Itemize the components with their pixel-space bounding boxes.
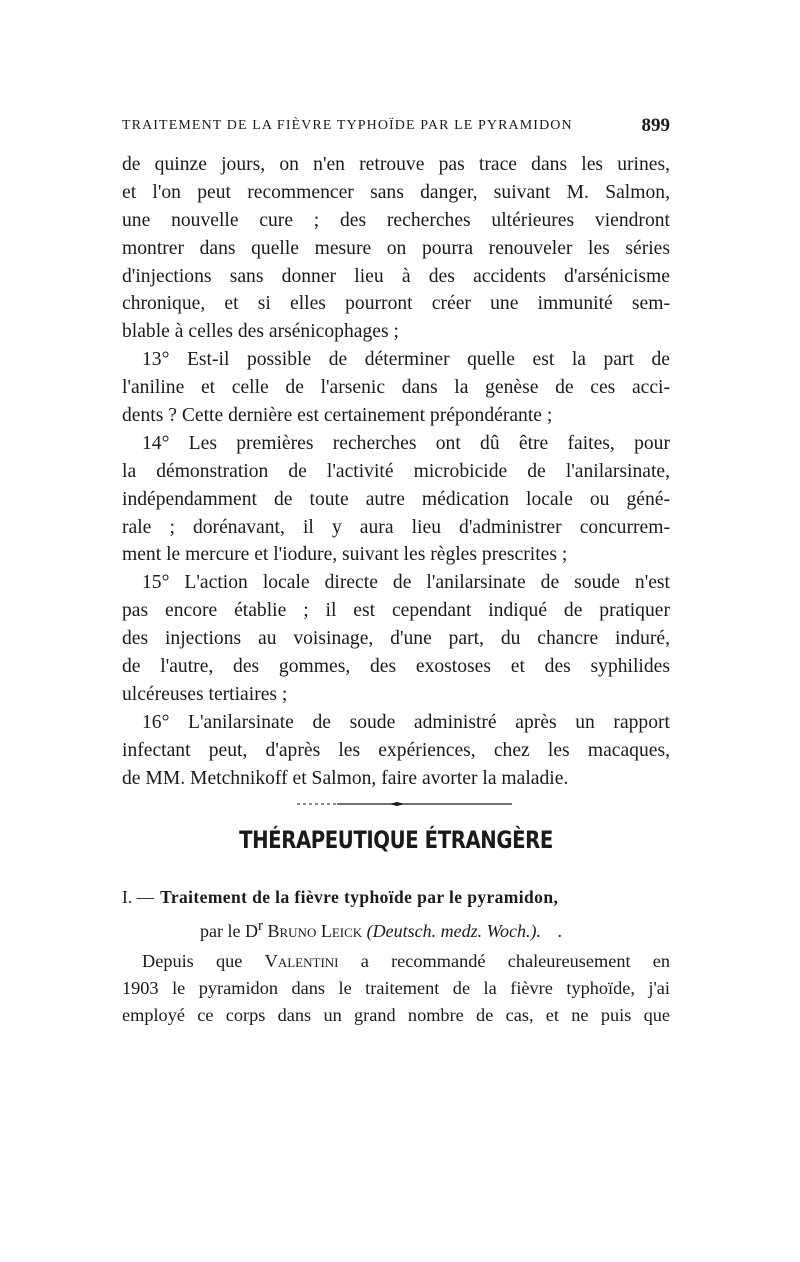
text-line: indépendamment de toute autre médication locale ou géné- <box>122 488 670 510</box>
main-text <box>122 151 670 792</box>
section-title: THÉRAPEUTIQUE ÉTRANGÈRE <box>239 826 553 854</box>
text-line: une nouvelle cure ; des recherches ultérieures viendront <box>122 209 670 231</box>
text-line: d'injections sans donner lieu à des accidents d'arsénicisme <box>122 265 670 287</box>
text-line: rale ; dorénavant, il y aura lieu d'administrer concurrem- <box>122 516 670 538</box>
text-line: ment le mercure et l'iodure, suivant les règles prescrites ; <box>122 544 568 566</box>
article-number: I. — <box>122 887 155 907</box>
byline-trailing-mark: . <box>557 921 562 941</box>
text-line: des injections au voisinage, d'une part, du chancre induré, <box>122 628 670 650</box>
divider-rule <box>297 801 512 807</box>
article-byline <box>200 918 562 942</box>
text-line: employé ce corps dans un grand nombre de cas, et ne puis que <box>122 1005 670 1025</box>
author-name: Bruno Leick <box>267 921 363 941</box>
text-line: chronique, et si elles pourront créer une immunité sem- <box>122 293 670 315</box>
text-line: ulcéreuses tertiaires ; <box>122 683 288 705</box>
running-header <box>122 115 670 136</box>
text-line: de MM. Metchnikoff et Salmon, faire avorter la maladie. <box>122 767 569 789</box>
text-line: 1903 le pyramidon dans le traitement de la fièvre typhoïde, j'ai <box>122 978 670 998</box>
section-divider <box>297 801 512 803</box>
text-line: montrer dans quelle mesure on pourra renouveler les séries <box>122 237 670 259</box>
text-segment: a recommandé chaleureusement en <box>360 951 671 971</box>
article-title-text: Traitement de la fièvre typhoïde par le pyramidon, <box>160 887 559 907</box>
text-line <box>122 948 670 975</box>
text-line: 14° Les premières recherches ont dû être faites, pour <box>142 432 670 454</box>
cited-author: Valentini <box>264 951 339 971</box>
byline-superscript: r <box>257 918 263 934</box>
text-line: la démonstration de l'activité microbicide de l'anilarsinate, <box>122 460 670 482</box>
article-text <box>122 948 670 1029</box>
source-journal: (Deutsch. medz. Woch.). <box>366 921 541 941</box>
text-line: pas encore établie ; il est cependant indiqué de pratiquer <box>122 600 670 622</box>
text-line: et l'on peut recommencer sans danger, suivant M. Salmon, <box>122 181 670 203</box>
text-line: 16° L'anilarsinate de soude administré après un rapport <box>142 711 670 733</box>
text-segment: Depuis que <box>142 951 243 971</box>
page-number: 899 <box>641 115 670 136</box>
byline-prefix: par le D <box>200 921 258 941</box>
text-line: 15° L'action locale directe de l'anilarsinate de soude n'est <box>142 572 670 594</box>
text-line: infectant peut, d'après les expériences, chez les macaques, <box>122 739 670 761</box>
text-line: l'aniline et celle de l'arsenic dans la genèse de ces acci- <box>122 377 670 399</box>
text-line: 13° Est-il possible de déterminer quelle est la part de <box>142 349 670 371</box>
text-line: de l'autre, des gommes, des exostoses et des syphilides <box>122 656 670 678</box>
text-line: dents ? Cette dernière est certainement prépondérante ; <box>122 405 553 427</box>
text-line: blable à celles des arsénicophages ; <box>122 321 399 343</box>
article-title <box>122 887 670 908</box>
text-line: de quinze jours, on n'en retrouve pas trace dans les urines, <box>122 154 670 175</box>
running-title: TRAITEMENT DE LA FIÈVRE TYPHOÏDE PAR LE PYRAMIDON <box>122 118 573 133</box>
